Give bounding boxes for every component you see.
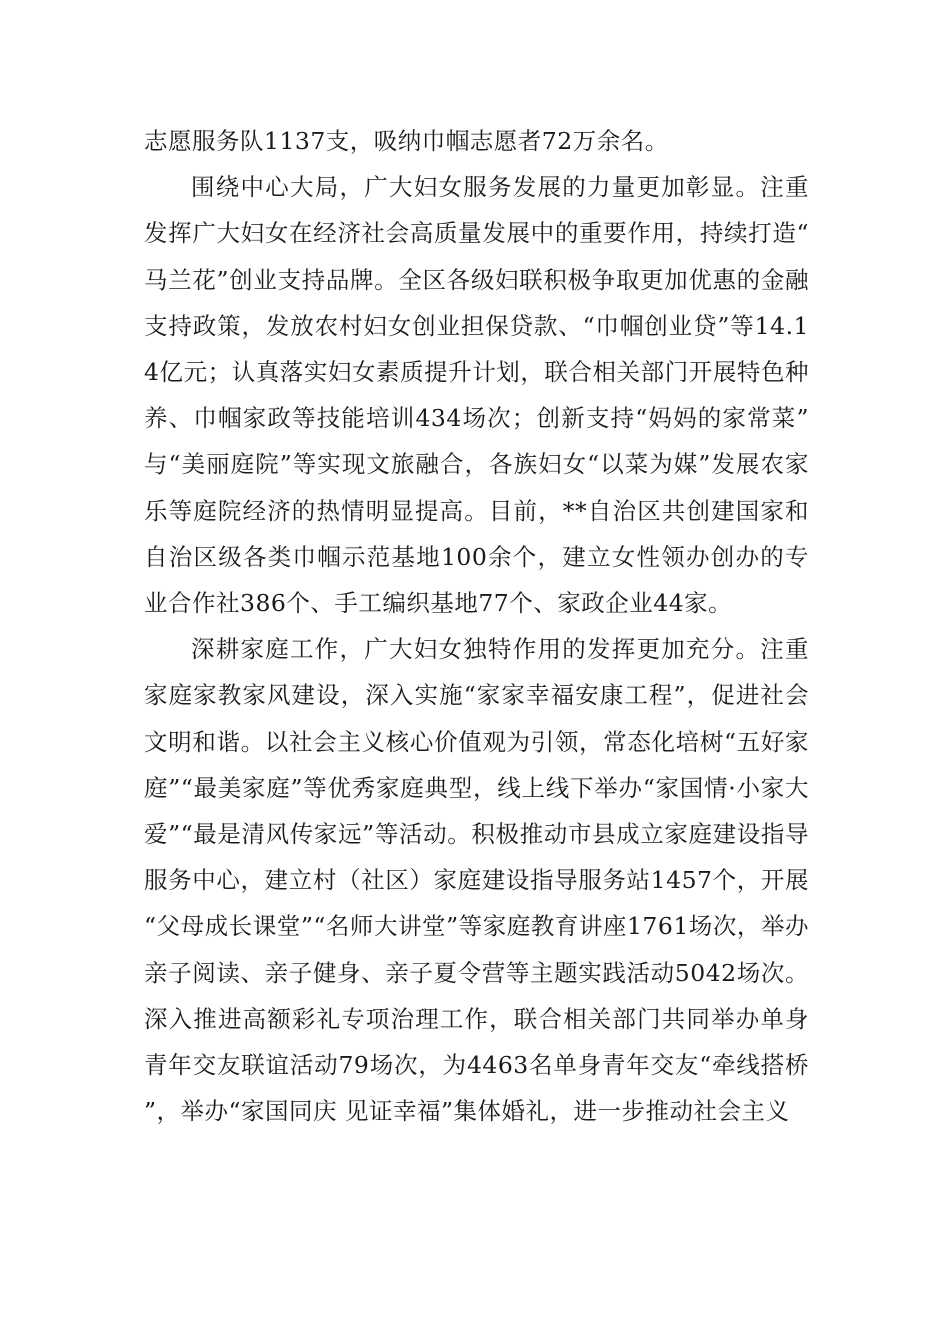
paragraph-family-work: 深耕家庭工作，广大妇女独特作用的发挥更加充分。注重家庭家教家风建设，深入实施“家家幸福安康工程”，促进社会文明和谐。以社会主义核心价值观为引领，常态化培树“五好家庭”“最美家庭”等优秀家庭典型，线上线下举办“家国情·小家大爱”“最是清风传家远”等活动。积极推动市县成立家庭建设指导服务中心，建立村（社区）家庭建设指导服务站1457个，开展“父母成长课堂”“名师大讲堂”等家庭教育讲座1761场次，举办亲子阅读、亲子健身、亲子夏令营等主题实践活动5042场次。深入推进高额彩礼专项治理工作，联合相关部门共同举办单身青年交友联谊活动79场次，为4463名单身青年交友“牵线搭桥”，举办“家国同庆 见证幸福”集体婚礼，进一步推动社会主义 — [144, 635, 809, 1126]
paragraph-women-service-development: 围绕中心大局，广大妇女服务发展的力量更加彰显。注重发挥广大妇女在经济社会高质量发展中的重要作用，持续打造“马兰花”创业支持品牌。全区各级妇联积极争取更加优惠的金融支持政策，发放农村妇女创业担保贷款、“巾帼创业贷”等14.14亿元；认真落实妇女素质提升计划，联合相关部门开展特色种养、巾帼家政等技能培训434场次；创新支持“妈妈的家常菜”与“美丽庭院”等实现文旅融合，各族妇女“以菜为媒”发展农家乐等庭院经济的热情明显提高。目前，**自治区共创建国家和自治区级各类巾帼示范基地100余个，建立女性领办创办的专业合作社386个、手工编织基地77个、家政企业44家。 — [144, 173, 809, 618]
paragraph-continuation: 志愿服务队1137支，吸纳巾帼志愿者72万余名。 — [144, 127, 669, 155]
document-body — [144, 118, 809, 1134]
